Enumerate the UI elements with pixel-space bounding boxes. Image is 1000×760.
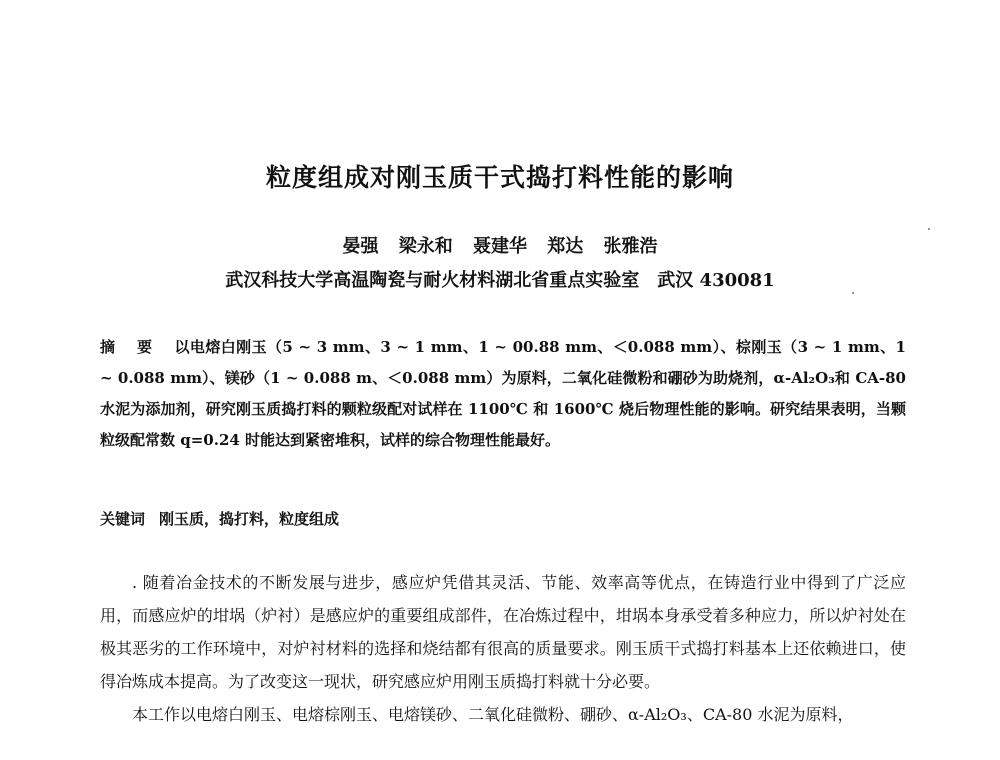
keywords-text: 刚玉质，捣打料，粒度组成: [159, 510, 340, 528]
author-list: 晏强 梁永和 聂建华 郑达 张雅浩: [342, 236, 658, 257]
scan-speck: [928, 228, 930, 230]
body-text: [100, 566, 906, 731]
paper-title: 粒度组成对刚玉质干式捣打料性能的影响: [265, 163, 734, 192]
affiliation: 武汉科技大学高温陶瓷与耐火材料湖北省重点实验室 武汉 430081: [225, 270, 775, 291]
body-paragraph: 本工作以电熔白刚玉、电熔棕刚玉、电熔镁砂、二氧化硅微粉、硼砂、α-Al₂O₃、CA-80 水泥为原料，: [132, 705, 854, 724]
body-paragraph: . 随着冶金技术的不断发展与进步，感应炉凭借其灵活、节能、效率高等优点，在铸造行业中得到了广泛应用，而感应炉的坩埚（炉衬）是感应炉的重要组成部件，在冶炼过程中，坩埚本身承受着多种应力，所以炉衬处在极其恶劣的工作环境中，对炉衬材料的选择和烧结都有很高的质量要求。刚玉质干式捣打料基本上还依赖进口，使得冶炼成本提高。为了改变这一现状，研究感应炉用刚玉质捣打料就十分必要。: [100, 573, 906, 691]
scan-speck: [852, 292, 854, 294]
abstract-block: [100, 332, 906, 456]
abstract-label: 摘 要: [100, 338, 161, 356]
abstract-text: 以电熔白刚玉（5 ~ 3 mm、3 ~ 1 mm、1 ~ 00.88 mm、＜0.088 mm）、棕刚玉（3 ~ 1 mm、1 ~ 0.088 mm）、镁砂（1 ~ 0.088 m、＜0.088 mm）为原料，二氧化硅微粉和硼砂为助烧剂，α-Al₂O₃和 CA-80 水泥为添加剂，研究刚玉质捣打料的颗粒级配对试样在 1100℃ 和 1600℃ 烧后物理性能的影响。研究结果表明，当颗粒级配常数 q=0.24 时能达到紧密堆积，试样的综合物理性能最好。: [100, 338, 906, 449]
keywords-block: [100, 508, 906, 529]
keywords-label: 关键词: [100, 510, 146, 528]
